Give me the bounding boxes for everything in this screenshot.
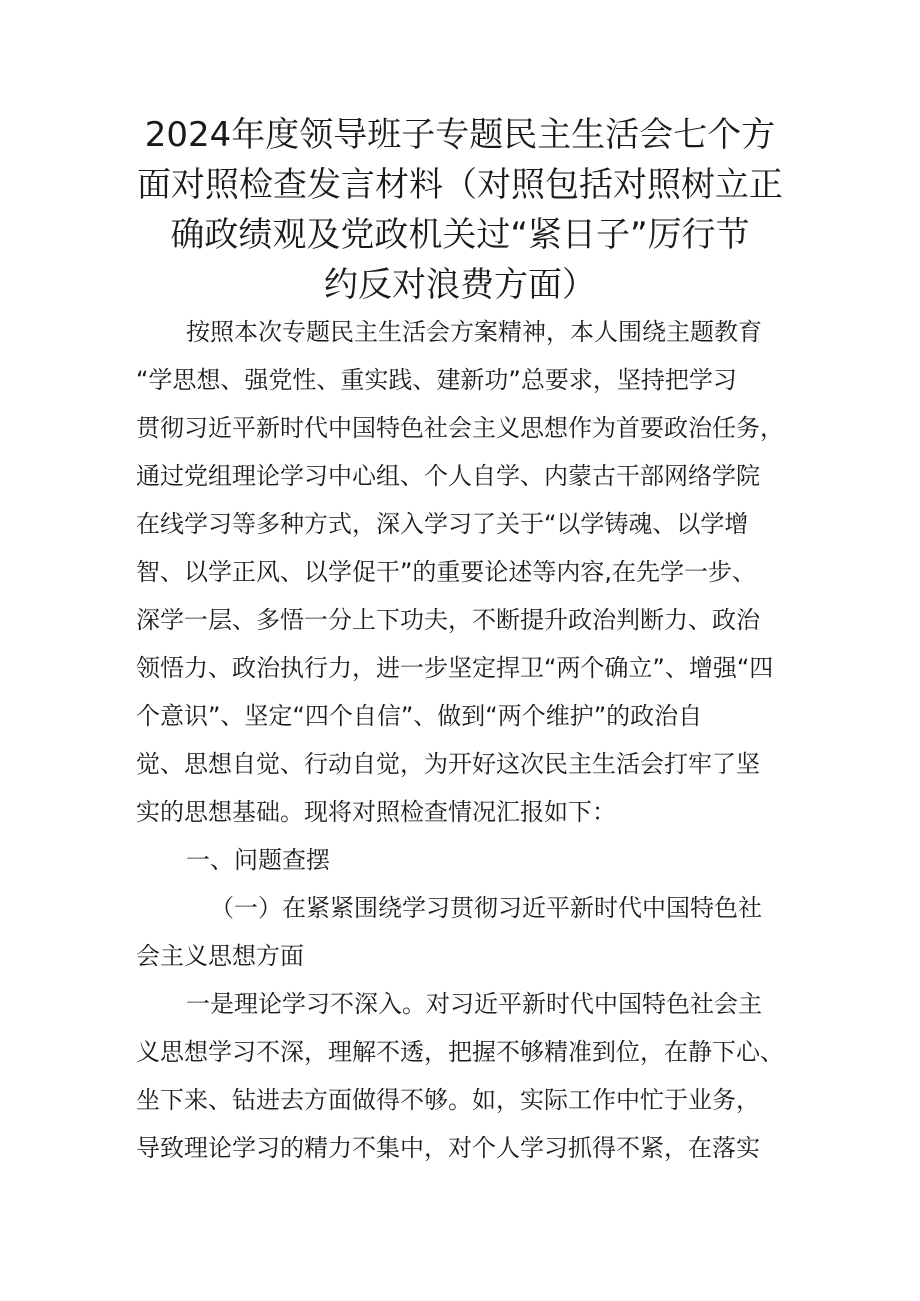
title-line-3: 确政绩观及党政机关过“紧日子”厉行节 <box>170 215 750 255</box>
body-line: 觉、思想自觉、行动自觉，为开好这次民主生活会打牢了坚 <box>136 750 760 778</box>
body-line: “学思想、强党性、重实践、建新功”总要求，坚持把学习 <box>136 366 737 394</box>
subsection-heading-cont: 会主义思想方面 <box>136 942 304 970</box>
body-line: 智、以学正风、以学促干”的重要论述等内容,在先学一步、 <box>136 558 757 586</box>
section-heading: 一、问题查摆 <box>186 846 330 874</box>
title-line-4: 约反对浪费方面） <box>324 265 596 305</box>
body-line: 在线学习等多种方式，深入学习了关于“以学铸魂、以学增 <box>136 510 749 538</box>
body-line: 深学一层、多悟一分上下功夫，不断提升政治判断力、政治 <box>136 606 760 634</box>
body-line: 坐下来、钻进去方面做得不够。如，实际工作中忙于业务， <box>136 1086 760 1114</box>
body-line: 领悟力、政治执行力，进一步坚定捍卫“两个确立”、增强“四 <box>136 654 774 682</box>
title-line-2: 面对照检查发言材料（对照包括对照树立正 <box>137 165 783 205</box>
body-line: 按照本次专题民主生活会方案精神，本人围绕主题教育 <box>186 318 762 346</box>
body-line: 一是理论学习不深入。对习近平新时代中国特色社会主 <box>186 990 762 1018</box>
title-line-1: 2024年度领导班子专题民主生活会七个方 <box>144 115 776 155</box>
body-line: 通过党组理论学习中心组、个人自学、内蒙古干部网络学院 <box>136 462 760 490</box>
subsection-heading: （一）在紧紧围绕学习贯彻习近平新时代中国特色社 <box>210 894 762 922</box>
body-line: 义思想学习不深，理解不透，把握不够精准到位，在静下心、 <box>136 1038 784 1066</box>
body-line: 贯彻习近平新时代中国特色社会主义思想作为首要政治任务， <box>136 414 784 442</box>
document-body <box>136 308 786 1172</box>
body-line: 个意识”、坚定“四个自信”、做到“两个维护”的政治自 <box>136 702 703 730</box>
body-line: 实的思想基础。现将对照检查情况汇报如下： <box>136 798 616 826</box>
body-line: 导致理论学习的精力不集中，对个人学习抓得不紧，在落实 <box>136 1134 760 1162</box>
document-title <box>120 110 800 310</box>
